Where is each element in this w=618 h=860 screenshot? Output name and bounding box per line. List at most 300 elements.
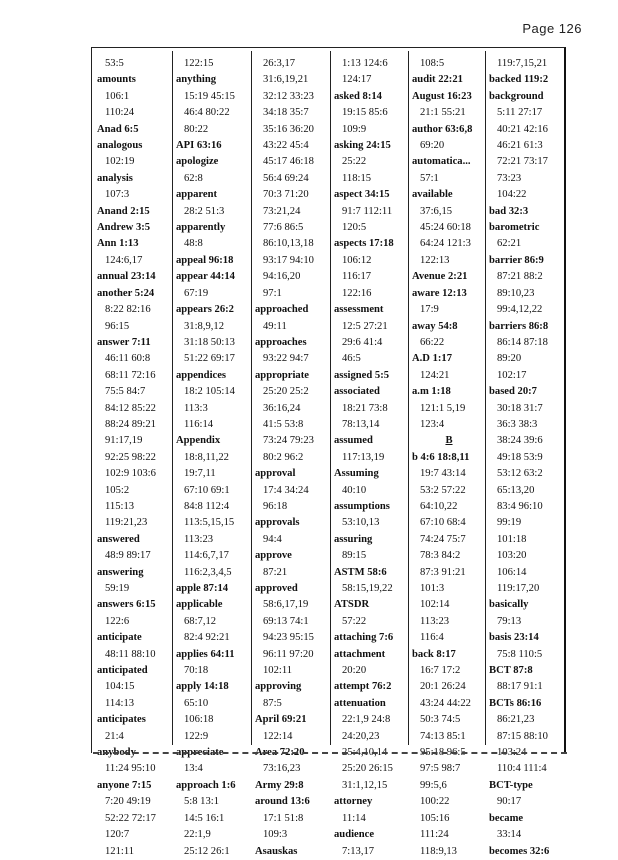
index-reference: 87:21 88:2	[497, 271, 543, 283]
word-index-table	[91, 47, 566, 857]
index-reference: 65:13,20	[497, 484, 535, 496]
index-reference: 93:22 94:7	[263, 353, 309, 365]
index-reference: 31:8,9,12	[184, 320, 225, 332]
index-reference: 46:21 61:3	[497, 140, 543, 152]
index-term: aspect 34:15	[334, 189, 390, 201]
index-reference: 103:24	[497, 747, 527, 759]
index-reference: 69:13 74:1	[263, 615, 309, 627]
index-reference: 43:22 45:4	[263, 140, 309, 152]
index-reference: 73:24 79:23	[263, 435, 314, 447]
index-reference: 73:23	[497, 172, 522, 184]
index-reference: 65:10	[184, 697, 209, 709]
index-reference: 114:6,7,17	[184, 550, 229, 562]
index-reference: 46:5	[342, 353, 361, 365]
index-reference: 95:18 96:5	[420, 747, 466, 759]
index-reference: 1:13 124:6	[342, 58, 388, 69]
column-divider	[330, 51, 331, 745]
index-reference: 46:11 60:8	[105, 353, 151, 365]
index-reference: 36:3 38:3	[497, 418, 538, 430]
index-reference: 109:3	[263, 829, 288, 841]
index-reference: 109:9	[342, 123, 367, 135]
index-reference: 58:15,19,22	[342, 583, 393, 594]
index-term: another 5:24	[97, 287, 155, 299]
index-term: anticipate	[97, 632, 142, 644]
index-term: apparent	[176, 189, 218, 201]
index-term: a.m 1:18	[412, 386, 451, 398]
index-reference: 90:17	[497, 796, 522, 808]
index-term: audience	[334, 829, 375, 841]
index-term: Asauskas	[255, 845, 298, 857]
index-reference: 49:11	[263, 320, 287, 332]
index-reference: 34:18 35:7	[263, 107, 309, 119]
index-reference: 96:18	[263, 500, 288, 512]
index-reference: 12:5 27:21	[342, 320, 388, 332]
index-term: basically	[489, 599, 529, 611]
index-reference: 96:11 97:20	[263, 648, 314, 660]
index-reference: 99:4,12,22	[497, 304, 543, 316]
index-reference: 121:1 5,19	[420, 402, 466, 414]
index-reference: 118:9,13	[420, 845, 457, 857]
index-reference: 99:19	[497, 517, 522, 529]
section-letter: B	[445, 435, 453, 447]
index-reference: 75:5 84:7	[105, 386, 146, 398]
index-term: anticipated	[97, 665, 148, 677]
index-reference: 11:14	[342, 812, 366, 824]
index-term: basis 23:14	[489, 632, 539, 644]
index-term: became	[489, 812, 524, 824]
index-term: b 4:6 18:8,11	[412, 451, 470, 463]
index-reference: 86:14 87:18	[497, 336, 548, 348]
index-reference: 124:21	[420, 369, 450, 381]
index-reference: 26:3,17	[263, 58, 296, 69]
index-term: audit 22:21	[412, 74, 463, 86]
index-term: answers 6:15	[97, 599, 156, 611]
index-reference: 124:6,17	[105, 254, 143, 266]
index-reference: 118:15	[342, 172, 372, 184]
index-reference: 64:10,22	[420, 500, 458, 512]
index-term: anything	[176, 74, 217, 86]
index-reference: 43:24 44:22	[420, 697, 471, 709]
index-reference: 73:21,24	[263, 205, 301, 217]
index-reference: 17:4 34:24	[263, 484, 309, 496]
index-reference: 38:24 39:6	[497, 435, 543, 447]
index-term: Ann 1:13	[97, 238, 139, 250]
index-reference: 78:13,14	[342, 418, 380, 430]
index-reference: 22:1,9	[184, 829, 211, 841]
index-reference: 32:12 33:23	[263, 90, 314, 102]
index-reference: 87:3 91:21	[420, 566, 466, 578]
index-term: barometric	[489, 222, 540, 234]
index-term: approached	[255, 304, 309, 316]
index-reference: 31:18 50:13	[184, 336, 235, 348]
index-term: approve	[255, 550, 292, 562]
index-reference: 122:9	[184, 730, 209, 742]
index-reference: 66:22	[420, 336, 445, 348]
index-reference: 104:15	[105, 681, 135, 693]
index-reference: 84:12 85:22	[105, 402, 156, 414]
index-term: anybody	[97, 747, 136, 759]
index-column-4	[334, 56, 408, 857]
index-reference: 116:2,3,4,5	[184, 566, 232, 578]
index-reference: 18:2 105:14	[184, 386, 235, 398]
index-term: API 63:16	[176, 140, 222, 152]
index-reference: 19:7 43:14	[420, 468, 466, 480]
index-reference: 102:9 103:6	[105, 468, 156, 480]
index-reference: 113:23	[184, 533, 214, 545]
index-term: annual 23:14	[97, 271, 156, 283]
index-reference: 89:20	[497, 353, 522, 365]
index-reference: 16:7 17:2	[420, 665, 461, 677]
index-reference: 108:5	[420, 58, 445, 69]
index-reference: 106:14	[497, 566, 527, 578]
index-reference: 74:24 75:7	[420, 533, 466, 545]
index-reference: 25:4,10,14	[342, 747, 388, 759]
index-term: A.D 1:17	[412, 353, 453, 365]
index-reference: 7:13,17	[342, 845, 375, 857]
index-reference: 87:15 88:10	[497, 730, 548, 742]
index-term: attaching 7:6	[334, 632, 394, 644]
index-reference: 19:15 85:6	[342, 107, 388, 119]
index-reference: 8:22 82:16	[105, 304, 151, 316]
index-term: apologize	[176, 156, 219, 168]
index-reference: 106:18	[184, 714, 214, 726]
index-term: based 20:7	[489, 386, 537, 398]
index-term: approaches	[255, 336, 307, 348]
index-term: asked 8:14	[334, 90, 382, 102]
index-reference: 97:1	[263, 287, 282, 299]
index-reference: 5:8 13:1	[184, 796, 220, 808]
index-reference: 21:4	[105, 730, 124, 742]
index-reference: 117:13,19	[342, 451, 385, 463]
index-reference: 114:13	[105, 697, 135, 709]
index-term: assigned 5:5	[334, 369, 390, 381]
index-term: author 63:6,8	[412, 123, 473, 135]
index-term: barrier 86:9	[489, 254, 544, 266]
index-term: BCT 87:8	[489, 665, 533, 677]
index-term: assumed	[334, 435, 373, 447]
index-term: available	[412, 189, 453, 201]
index-reference: 31:6,19,21	[263, 74, 309, 86]
bottom-rule	[93, 752, 567, 754]
index-term: apple 87:14	[176, 583, 229, 594]
index-reference: 113:3	[184, 402, 208, 414]
index-reference: 25:20 26:15	[342, 763, 393, 775]
index-reference: 105:16	[420, 812, 450, 824]
index-reference: 87:5	[263, 697, 282, 709]
index-term: approving	[255, 681, 302, 693]
index-term: anticipates	[97, 714, 146, 726]
index-term: approval	[255, 468, 296, 480]
index-term: appear 44:14	[176, 271, 235, 283]
index-reference: 120:5	[342, 222, 367, 234]
index-term: Army 29:8	[255, 779, 304, 791]
index-reference: 56:4 69:24	[263, 172, 309, 184]
index-term: August 16:23	[412, 90, 472, 102]
index-reference: 48:9 89:17	[105, 550, 151, 562]
index-reference: 104:22	[497, 189, 527, 201]
index-term: approvals	[255, 517, 300, 529]
index-reference: 20:1 26:24	[420, 681, 466, 693]
index-reference: 51:22 69:17	[184, 353, 235, 365]
index-reference: 86:21,23	[497, 714, 535, 726]
index-term: away 54:8	[412, 320, 458, 332]
index-reference: 11:24 95:10	[105, 763, 156, 775]
index-reference: 122:16	[342, 287, 372, 299]
index-reference: 36:16,24	[263, 402, 301, 414]
index-term: appropriate	[255, 369, 309, 381]
index-reference: 48:11 88:10	[105, 648, 156, 660]
index-reference: 94:23 95:15	[263, 632, 314, 644]
index-reference: 123:4	[420, 418, 445, 430]
index-reference: 122:14	[263, 730, 293, 742]
index-reference: 115:13	[105, 500, 135, 512]
index-reference: 102:17	[497, 369, 527, 381]
index-reference: 92:25 98:22	[105, 451, 156, 463]
index-reference: 14:5 16:1	[184, 812, 225, 824]
index-reference: 86:10,13,18	[263, 238, 314, 250]
index-term: asking 24:15	[334, 140, 391, 152]
index-term: approved	[255, 583, 298, 594]
index-reference: 24:20,23	[342, 730, 380, 742]
index-column-5	[412, 56, 486, 857]
index-reference: 52:22 72:17	[105, 812, 156, 824]
index-term: attachment	[334, 648, 386, 660]
index-term: associated	[334, 386, 380, 398]
index-reference: 72:21 73:17	[497, 156, 548, 168]
index-term: applicable	[176, 599, 223, 611]
index-reference: 68:7,12	[184, 615, 217, 627]
index-reference: 21:1 55:21	[420, 107, 466, 119]
index-reference: 101:18	[497, 533, 527, 545]
index-term: BCT-type	[489, 779, 533, 791]
index-term: automatica...	[412, 156, 471, 168]
index-reference: 121:11	[105, 845, 135, 857]
index-reference: 50:3 74:5	[420, 714, 461, 726]
index-reference: 48:8	[184, 238, 203, 250]
index-term: analogous	[97, 140, 143, 152]
index-reference: 45:24 60:18	[420, 222, 471, 234]
index-column-6	[489, 56, 563, 857]
index-reference: 110:24	[105, 107, 135, 119]
index-term: Assuming	[334, 468, 379, 480]
index-reference: 102:19	[105, 156, 135, 168]
index-reference: 99:5,6	[420, 779, 447, 791]
index-reference: 89:10,23	[497, 287, 535, 299]
index-reference: 57:1	[420, 172, 439, 184]
index-reference: 45:17 46:18	[263, 156, 314, 168]
index-reference: 22:1,9 24:8	[342, 714, 391, 726]
index-reference: 29:6 41:4	[342, 336, 383, 348]
index-reference: 30:18 31:7	[497, 402, 543, 414]
index-term: appreciate	[176, 747, 224, 759]
column-divider	[172, 51, 173, 745]
index-term: becomes 32:6	[489, 845, 550, 857]
index-reference: 18:8,11,22	[184, 451, 229, 463]
index-term: attempt 76:2	[334, 681, 392, 693]
index-reference: 67:10 69:1	[184, 484, 230, 496]
index-term: anyone 7:15	[97, 779, 152, 791]
index-term: Appendix	[176, 435, 221, 447]
index-reference: 102:14	[420, 599, 450, 611]
index-reference: 101:3	[420, 583, 445, 594]
index-reference: 20:20	[342, 665, 367, 677]
index-term: background	[489, 90, 544, 102]
index-term: Andrew 3:5	[97, 222, 151, 234]
index-term: answer 7:11	[97, 336, 151, 348]
index-term: approach 1:6	[176, 779, 236, 791]
index-reference: 41:5 53:8	[263, 418, 304, 430]
index-reference: 113:23	[420, 615, 450, 627]
index-reference: 105:2	[105, 484, 130, 496]
index-term: apparently	[176, 222, 226, 234]
index-term: bad 32:3	[489, 205, 529, 217]
index-reference: 59:19	[105, 583, 130, 594]
index-term: assessment	[334, 304, 384, 316]
index-reference: 80:22	[184, 123, 209, 135]
index-reference: 119:17,20	[497, 583, 540, 594]
index-reference: 53:12 63:2	[497, 468, 543, 480]
index-reference: 124:17	[342, 74, 372, 86]
index-reference: 73:16,23	[263, 763, 301, 775]
index-reference: 58:6,17,19	[263, 599, 309, 611]
page-number-label: Page 126	[522, 21, 582, 36]
index-reference: 122:15	[184, 58, 214, 69]
index-reference: 91:7 112:11	[342, 205, 393, 217]
index-reference: 78:3 84:2	[420, 550, 461, 562]
index-reference: 70:18	[184, 665, 209, 677]
index-reference: 17:1 51:8	[263, 812, 304, 824]
index-reference: 25:12 26:1	[184, 845, 230, 857]
index-term: ASTM 58:6	[334, 566, 387, 578]
index-reference: 69:20	[420, 140, 445, 152]
index-term: amounts	[97, 74, 136, 86]
index-reference: 94:16,20	[263, 271, 301, 283]
column-divider	[251, 51, 252, 745]
index-term: backed 119:2	[489, 74, 549, 86]
index-term: apply 14:18	[176, 681, 229, 693]
index-column-1	[97, 56, 171, 857]
index-reference: 64:24 121:3	[420, 238, 471, 250]
index-reference: 28:2 51:3	[184, 205, 225, 217]
index-reference: 84:8 112:4	[184, 500, 230, 512]
index-reference: 102:11	[263, 665, 293, 677]
index-term: appeal 96:18	[176, 254, 234, 266]
index-reference: 87:21	[263, 566, 288, 578]
index-term: barriers 86:8	[489, 320, 549, 332]
index-reference: 103:20	[497, 550, 527, 562]
index-reference: 94:4	[263, 533, 282, 545]
index-term: answering	[97, 566, 144, 578]
index-reference: 53:10,13	[342, 517, 380, 529]
index-reference: 119:7,15,21	[497, 58, 548, 69]
index-reference: 67:10 68:4	[420, 517, 466, 529]
index-reference: 82:4 92:21	[184, 632, 230, 644]
index-reference: 5:11 27:17	[497, 107, 543, 119]
index-reference: 97:5 98:7	[420, 763, 461, 775]
index-reference: 77:6 86:5	[263, 222, 304, 234]
index-term: assuring	[334, 533, 373, 545]
index-reference: 80:2 96:2	[263, 451, 304, 463]
index-reference: 106:12	[342, 254, 372, 266]
index-column-2	[176, 56, 250, 857]
index-reference: 68:11 72:16	[105, 369, 156, 381]
index-reference: 116:14	[184, 418, 214, 430]
index-reference: 62:21	[497, 238, 522, 250]
index-term: appendices	[176, 369, 227, 381]
index-term: Anad 6:5	[97, 123, 139, 135]
index-reference: 100:22	[420, 796, 450, 808]
index-reference: 120:7	[105, 829, 130, 841]
column-divider	[485, 51, 486, 745]
index-term: aware 12:13	[412, 287, 467, 299]
index-column-3	[255, 56, 329, 857]
index-reference: 53:2 57:22	[420, 484, 466, 496]
index-term: around 13:6	[255, 796, 310, 808]
index-reference: 113:5,15,15	[184, 517, 235, 529]
index-term: answered	[97, 533, 140, 545]
index-reference: 119:21,23	[105, 517, 148, 529]
index-reference: 33:14	[497, 829, 522, 841]
index-reference: 88:24 89:21	[105, 418, 156, 430]
index-term: Anand 2:15	[97, 205, 150, 217]
index-term: Avenue 2:21	[412, 271, 468, 283]
index-reference: 35:16 36:20	[263, 123, 314, 135]
index-reference: 40:21 42:16	[497, 123, 548, 135]
index-reference: 19:7,11	[184, 468, 216, 480]
index-reference: 106:1	[105, 90, 130, 102]
index-reference: 46:4 80:22	[184, 107, 230, 119]
index-term: back 8:17	[412, 648, 456, 660]
index-reference: 18:21 73:8	[342, 402, 388, 414]
index-reference: 91:17,19	[105, 435, 143, 447]
index-reference: 89:15	[342, 550, 367, 562]
index-reference: 40:10	[342, 484, 367, 496]
index-reference: 110:4 111:4	[497, 763, 547, 775]
index-term: Area 72:20	[255, 747, 305, 759]
index-reference: 17:9	[420, 304, 439, 316]
index-reference: 111:24	[420, 829, 449, 841]
index-reference: 122:6	[105, 615, 130, 627]
index-term: BCTs 86:16	[489, 697, 542, 709]
index-reference: 116:17	[342, 271, 372, 283]
index-reference: 93:17 94:10	[263, 254, 314, 266]
index-reference: 83:4 96:10	[497, 500, 543, 512]
index-term: analysis	[97, 172, 133, 184]
index-reference: 107:3	[105, 189, 130, 201]
index-reference: 67:19	[184, 287, 209, 299]
index-reference: 53:5	[105, 58, 124, 69]
index-reference: 88:17 91:1	[497, 681, 543, 693]
index-reference: 37:6,15	[420, 205, 453, 217]
index-reference: 70:3 71:20	[263, 189, 309, 201]
index-reference: 75:8 110:5	[497, 648, 543, 660]
index-reference: 25:20 25:2	[263, 386, 309, 398]
index-reference: 7:20 49:19	[105, 796, 151, 808]
index-reference: 96:15	[105, 320, 130, 332]
index-term: assumptions	[334, 500, 390, 512]
index-reference: 57:22	[342, 615, 367, 627]
index-term: appears 26:2	[176, 304, 234, 316]
index-reference: 74:13 85:1	[420, 730, 466, 742]
index-term: ATSDR	[334, 599, 370, 611]
index-reference: 25:22	[342, 156, 367, 168]
index-reference: 31:1,12,15	[342, 779, 388, 791]
index-reference: 62:8	[184, 172, 203, 184]
index-term: aspects 17:18	[334, 238, 394, 250]
index-reference: 49:18 53:9	[497, 451, 543, 463]
index-term: April 69:21	[255, 714, 307, 726]
index-term: applies 64:11	[176, 648, 235, 660]
